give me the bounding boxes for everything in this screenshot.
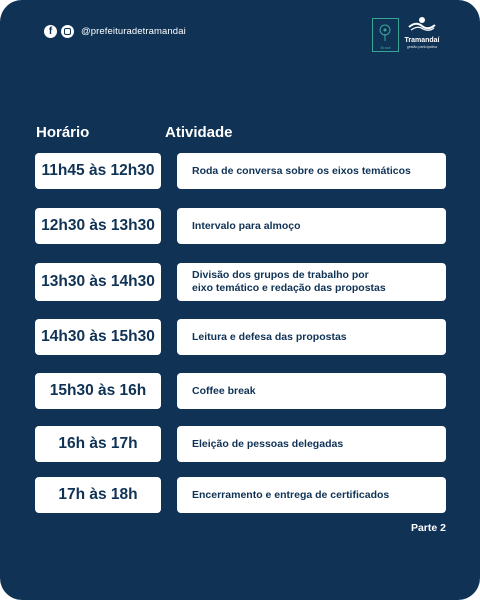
schedule-row [0, 263, 480, 301]
time-slot: 11h45 às 12h30 [35, 153, 161, 189]
activity-label: Leitura e defesa das propostas [177, 319, 446, 355]
time-slot: 13h30 às 14h30 [35, 263, 161, 301]
seal-text: Brasil [380, 45, 391, 50]
schedule-row [0, 477, 480, 513]
schedule-row [0, 208, 480, 244]
activity-label [177, 263, 446, 301]
city-name: Tramandaí [404, 37, 440, 44]
schedule-row [0, 153, 480, 189]
activity-label: Intervalo para almoço [177, 208, 446, 244]
instagram-icon [61, 25, 74, 38]
city-tagline: gestão participativa [406, 45, 438, 49]
time-slot: 15h30 às 16h [35, 373, 161, 409]
schedule-row [0, 373, 480, 409]
tree-icon [373, 19, 397, 47]
activity-column-header: Atividade [165, 124, 233, 141]
activity-label: Eleição de pessoas delegadas [177, 426, 446, 462]
social-handle [44, 25, 186, 38]
city-logo [404, 16, 440, 49]
activity-line: Divisão dos grupos de trabalho por [192, 269, 369, 281]
handle-text: @prefeituradetramandai [81, 26, 186, 37]
time-slot: 17h às 18h [35, 477, 161, 513]
time-slot: 14h30 às 15h30 [35, 319, 161, 355]
activity-label: Encerramento e entrega de certificados [177, 477, 446, 513]
wave-icon [407, 16, 437, 32]
activity-line: eixo temático e redação das propostas [192, 282, 386, 294]
time-slot: 12h30 às 13h30 [35, 208, 161, 244]
schedule-row [0, 426, 480, 462]
part-label: Parte 2 [410, 522, 446, 534]
facebook-icon: f [44, 25, 57, 38]
schedule-row [0, 319, 480, 355]
activity-label: Roda de conversa sobre os eixos temáticos [177, 153, 446, 189]
time-slot: 16h às 17h [35, 426, 161, 462]
time-column-header: Horário [36, 124, 90, 141]
activity-label: Coffee break [177, 373, 446, 409]
seal-logo [372, 18, 399, 52]
